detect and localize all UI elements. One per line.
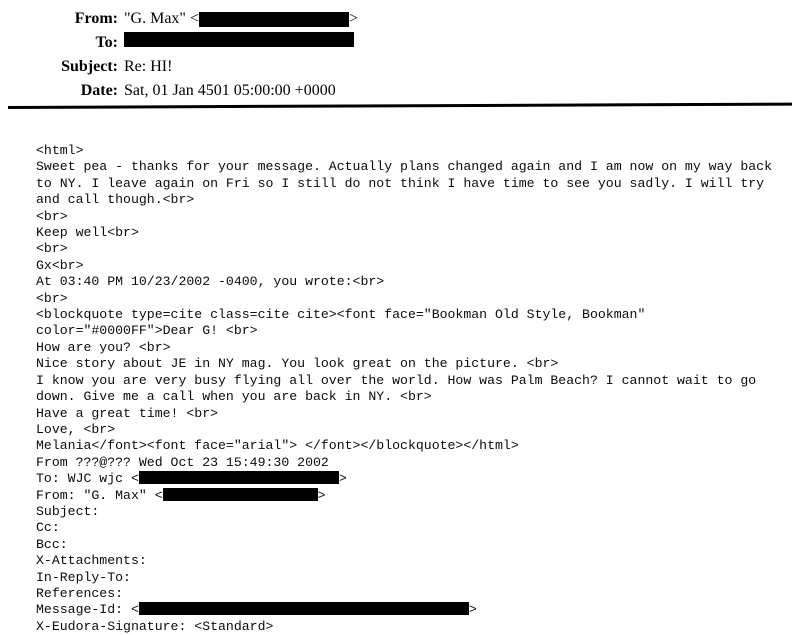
body-line-text: and call though.<br> [36, 192, 195, 208]
body-line [36, 373, 796, 389]
header-value-date: Sat, 01 Jan 4501 05:00:00 +0000 [124, 82, 336, 99]
body-line-suffix: > [338, 471, 347, 487]
body-line [36, 258, 796, 274]
body-line [36, 553, 796, 569]
body-line [36, 291, 796, 307]
body-line [36, 225, 796, 241]
body-line [36, 159, 796, 175]
body-line [36, 176, 796, 192]
body-line-text: <br> [36, 208, 68, 224]
redaction-bar [139, 471, 339, 484]
header-from-text: "G. Max" < [124, 10, 199, 27]
body-line [36, 455, 796, 471]
body-line [36, 537, 796, 553]
body-line [36, 619, 796, 635]
body-line [36, 389, 796, 405]
body-line [36, 488, 796, 504]
body-line-text: In-Reply-To: [36, 569, 131, 585]
body-line-text: From ???@??? Wed Oct 23 15:49:30 2002 [36, 454, 329, 470]
redaction-bar [139, 602, 469, 615]
body-line-text: <html> [36, 143, 84, 158]
header-row-subject [0, 56, 800, 80]
body-line-text: From: "G. Max" < [36, 487, 163, 503]
body-line-suffix: > [317, 487, 326, 503]
body-line [36, 504, 796, 520]
email-body [36, 143, 796, 635]
body-line [36, 340, 796, 356]
header-row-from [0, 8, 800, 32]
body-line [36, 471, 796, 487]
redaction-bar [163, 488, 318, 501]
body-line-text: X-Attachments: [36, 553, 147, 569]
body-line-text: Cc: [36, 520, 60, 536]
body-line-text: Keep well<br> [36, 225, 139, 241]
body-line-text: I know you are very busy flying all over the world. How was Palm Beach? I cannot wait to go [36, 372, 757, 388]
body-line-text: down. Give me a call when you are back in NY. <br> [36, 389, 432, 405]
body-line-text: Melania</font><font face="arial"> </font></blockquote></html> [36, 438, 519, 454]
body-line [36, 438, 796, 454]
body-line [36, 570, 796, 586]
header-value-subject: Re: HI! [124, 58, 173, 75]
body-line-text: to NY. I leave again on Fri so I still do not think I have time to see you sadly. I will try [36, 175, 765, 191]
header-label-date: Date: [80, 82, 118, 99]
email-header [0, 8, 800, 104]
redaction-bar-from [199, 12, 349, 27]
body-line-text: Have a great time! <br> [36, 405, 219, 421]
header-value-to [124, 32, 354, 47]
body-line-text: Sweet pea - thanks for your message. Actually plans changed again and I am now on my way back [36, 159, 772, 175]
body-line-text: <br> [36, 241, 68, 257]
body-line-text: References: [36, 585, 124, 601]
header-row-date [0, 80, 800, 104]
header-value-from [124, 8, 358, 30]
body-line-text: Gx<br> [36, 257, 84, 273]
body-line-text: <br> [36, 290, 68, 306]
body-line-text: Message-Id: < [36, 602, 139, 618]
redaction-bar-to [124, 32, 354, 47]
body-line-text: At 03:40 PM 10/23/2002 -0400, you wrote:<br> [36, 274, 385, 290]
body-line-text: <blockquote type=cite class=cite cite><font face="Bookman Old Style, Bookman" [36, 307, 646, 323]
header-label-to: To: [95, 34, 118, 51]
body-line [36, 406, 796, 422]
body-line-text: Love, <br> [36, 421, 116, 437]
body-line [36, 602, 796, 618]
body-line [36, 209, 796, 225]
body-line-text: How are you? <br> [36, 339, 171, 355]
body-line [36, 586, 796, 602]
header-from-suffix: > [348, 10, 358, 27]
body-line-text: X-Eudora-Signature: <Standard> [36, 618, 274, 634]
body-line [36, 422, 796, 438]
body-line [36, 356, 796, 372]
header-label-subject: Subject: [61, 58, 118, 75]
body-line-text: Subject: [36, 503, 100, 519]
header-label-from: From: [74, 10, 118, 27]
body-line [36, 274, 796, 290]
body-line [36, 307, 796, 323]
header-row-to [0, 32, 800, 56]
body-line [36, 241, 796, 257]
body-line [36, 192, 796, 208]
body-line [36, 323, 796, 339]
body-line-text: Nice story about JE in NY mag. You look great on the picture. <br> [36, 356, 559, 372]
body-line-text: Bcc: [36, 536, 68, 552]
body-line [36, 520, 796, 536]
body-line [36, 143, 796, 159]
body-line-text: color="#0000FF">Dear G! <br> [36, 323, 258, 339]
body-line-suffix: > [468, 602, 477, 618]
body-line-text: To: WJC wjc < [36, 471, 139, 487]
